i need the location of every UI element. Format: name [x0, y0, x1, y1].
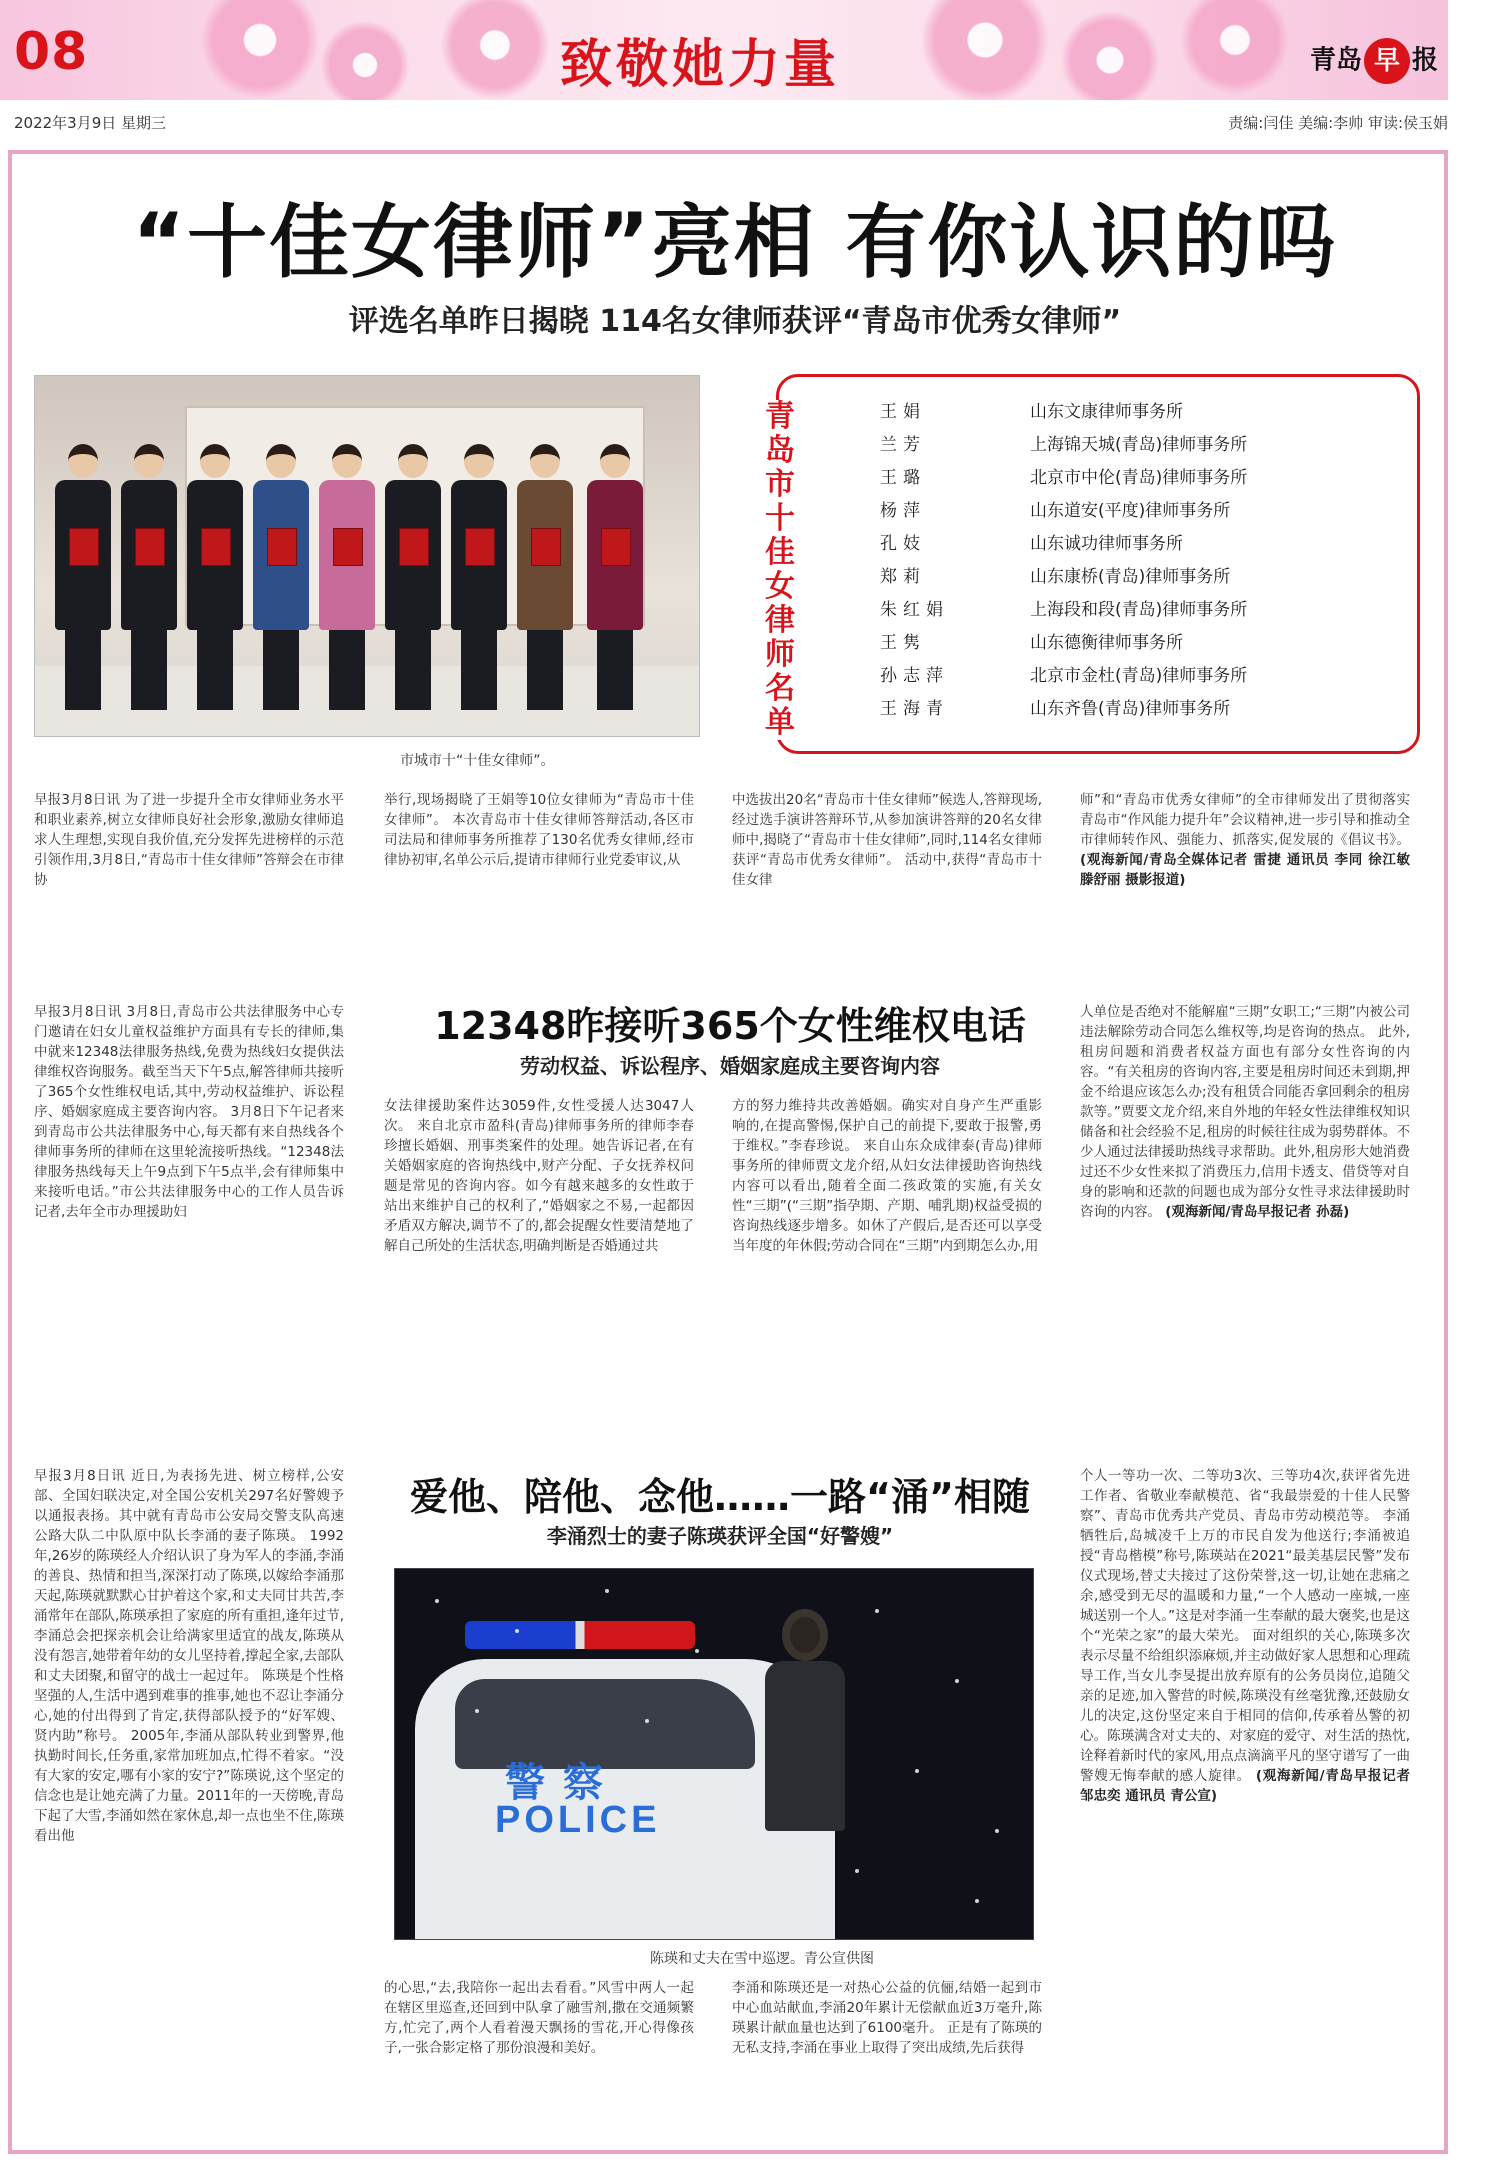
lawyer-name: 孙志萍 — [880, 666, 949, 686]
story3-column-4 — [1080, 1466, 1410, 2146]
lawyer-figure — [187, 444, 243, 714]
story2-subhead: 劳动权益、诉讼程序、婚姻家庭成主要咨询内容 — [520, 1054, 940, 1078]
story3-title: 爱他、陪他、念他……一路“涌”相随 — [410, 1475, 1030, 1519]
story3-subhead: 李涌烈士的妻子陈瑛获评全国“好警嫂” — [546, 1524, 894, 1548]
law-firm: 山东道安(平度)律师事务所 — [1030, 501, 1231, 521]
list-item — [880, 429, 1400, 462]
flower-decoration — [440, 0, 550, 100]
list-item — [880, 693, 1400, 726]
lawyer-name: 王隽 — [880, 633, 926, 653]
car-label-police: POLICE — [495, 1799, 661, 1841]
law-firm: 上海锦天城(青岛)律师事务所 — [1030, 435, 1248, 455]
story2-column-2: 女法律援助案件达3059件,女性受援人达3047人次。 来自北京市盈科(青岛)律师事务所的律师李春珍擅长婚姻、刑事类案件的处理。她告诉记者,在有关婚姻家庭的咨询热线中,财产分配、子女抚养权问题是常见的咨询内容。如今有越来越多的女性敢于站出来维护自己的权利了,“婚姻家之不易,一起都因矛盾双方解决,调节不了的,都会捉醒女性要清楚地了解自己所处的生活状态,明确判断是否婚通过共 — [384, 1098, 694, 1254]
flower-decoration — [920, 0, 1050, 100]
lawyer-figure — [121, 444, 177, 714]
lawyer-figure — [55, 444, 111, 714]
police-light-bar — [465, 1621, 695, 1649]
reporter-credit: (观海新闻/青岛早报记者 孙磊) — [1165, 1204, 1350, 1220]
story3-column-2: 的心思,“去,我陪你一起出去看看。”风雪中两人一起在辖区里巡查,还回到中队拿了融雪剂,撒在交通频繁方,忙完了,两个人看着漫天飘扬的雪花,开心得像孩子,一张合影定格了那份浪漫和美好。 — [384, 1980, 694, 2056]
main-story-column-4 — [1080, 790, 1410, 940]
story2-column-4 — [1080, 1002, 1410, 1402]
lawyer-figure — [319, 444, 375, 714]
newspaper-brand — [1310, 38, 1438, 84]
story3-column-1: 早报3月8日讯 近日,为表扬先进、树立榜样,公安部、全国妇联决定,对全国公安机关297名好警嫂予以通报表扬。其中就有青岛市公安局交警支队高速公路大队二中队原中队长李涌的妻子陈瑛。 1992年,26岁的陈瑛经人介绍认识了身为军人的李涌,李涌的善良、热情和担当,深深打动了陈瑛,以嫁给李涌那天起,陈瑛就默默心甘护着这个家,和丈夫同甘共苦,李涌常年在部队,陈瑛承担了家庭的所有重担,逢年过节,李涌总会把探亲机会让给满家里适宜的战友,陈瑛从没有怨言,她带着年幼的女儿坚持着,撑起全家,去部队和丈夫团聚,和留守的战士一起过年。 陈瑛是个性格坚强的人,生活中遇到难事的推事,她也不忍让李涌分心,她的付出得到了肯定,获得部队授予的“好军嫂、贤内助”称号。 2005年,李涌从部队转业到警界,他执勤时间长,任务重,家常加班加点,忙得不着家。“没有大家的安定,哪有小家的安宁?”陈瑛说,这个坚定的信念也是让她充满了力量。2011年的一天傍晚,青岛下起了大雪,李涌如然在家休息,却一点也坐不住,陈瑛看出他 — [34, 1468, 344, 1844]
law-firm: 山东齐鲁(青岛)律师事务所 — [1030, 699, 1231, 719]
lawyer-name: 郑莉 — [880, 567, 926, 587]
reporter-credit: (观海新闻/青岛早报记者 邹忠奕 通讯员 青公宣) — [1080, 1768, 1410, 1804]
list-item — [880, 627, 1400, 660]
column-text: 个人一等功一次、二等功3次、三等功4次,获评省先进工作者、省敬业奉献模范、省“我最崇爱的十佳人民警察”、青岛市优秀共产党员、青岛市劳动模范等。 李涌牺牲后,岛城凌千上万的市民自发为他送行;李涌被追授“青岛楷模”称号,陈瑛站在2021“最美基层民警”发布仪式现场,替丈夫接过了这份荣誉,这一切,让她在悲痛之余,感受到无尽的温暖和力量,“一个人感动一座城,一座城送别一个人。”这是对李涌一生奉献的最大褒奖,也是这个“光荣之家”的最大荣光。 面对组织的关心,陈瑛多次表示尽量不给组织添麻烦,并主动做好家人思想和心理疏导工作,当女儿李旻提出放弃原有的公务员岗位,追随父亲的足迹,加入警营的时候,陈瑛没有丝毫犹豫,还鼓励女儿的决定,这份坚定来自于相同的信仰,传承着丛警的初心。陈瑛满含对丈夫的、对家庭的爱守、对生活的热忱,诠释着新时代的家风,用点点滴滴平凡的坚守谱写了一曲警嫂无悔奉献的感人旋律。 — [1080, 1468, 1410, 1784]
photo-caption: 陈瑛和丈夫在雪中巡逻。青公宣供图 — [650, 1951, 874, 1967]
photo-caption: 市城市十“十佳女律师”。 — [400, 753, 555, 769]
lawyer-figure — [517, 444, 573, 714]
police-car-photo — [394, 1568, 1034, 1940]
law-firm: 山东诚功律师事务所 — [1030, 534, 1183, 554]
page-number: 08 — [14, 22, 89, 82]
section-title: 致敬她力量 — [560, 35, 841, 95]
column-text: 师”和“青岛市优秀女律师”的全市律师发出了贯彻落实青岛市“作风能力提升年”会议精神,进一步引导和推动全市律师转作风、强能力、抓落实,促发展的《倡议书》。 — [1080, 792, 1410, 848]
lawyer-name: 王娟 — [880, 402, 926, 422]
lawyer-name: 朱红娟 — [880, 600, 949, 620]
list-item — [880, 660, 1400, 693]
lawyer-figure — [451, 444, 507, 714]
brand-right: 报 — [1412, 45, 1439, 76]
lawyer-name: 杨萍 — [880, 501, 926, 521]
law-firm: 山东康桥(青岛)律师事务所 — [1030, 567, 1231, 587]
flower-decoration — [320, 20, 410, 100]
flower-decoration — [1060, 10, 1160, 100]
list-item — [880, 561, 1400, 594]
list-item — [880, 594, 1400, 627]
law-firm: 北京市中伦(青岛)律师事务所 — [1030, 468, 1248, 488]
lawyer-name: 王海青 — [880, 699, 949, 719]
story3-column-3: 李涌和陈瑛还是一对热心公益的伉俪,结婚一起到市中心血站献血,李涌20年累计无偿献血近3万毫升,陈瑛累计献血量也达到了6100毫升。 正是有了陈瑛的无私支持,李涌在事业上取得了突出成绩,先后获得 — [732, 1980, 1042, 2056]
masthead — [0, 0, 1448, 100]
reporter-credit: (观海新闻/青岛全媒体记者 雷捷 通讯员 李同 徐江敏 滕舒丽 摄影报道) — [1080, 852, 1410, 888]
car-label-jingcha: 警察 — [505, 1760, 621, 1806]
lawyer-name: 王璐 — [880, 468, 926, 488]
lawyer-name: 兰芳 — [880, 435, 926, 455]
law-firm: 山东德衡律师事务所 — [1030, 633, 1183, 653]
law-firm: 山东文康律师事务所 — [1030, 402, 1183, 422]
column-text: 人单位是否绝对不能解雇“三期”女职工;“三期”内被公司违法解除劳动合同怎么维权等,均是咨询的热点。 此外,租房问题和消费者权益方面也有部分女性咨询的内容。“有关租房的咨询内容,主要是租房时间还未到期,押金不给退应该怎么办;没有租赁合同能否拿回剩余的租房款等。”贾要文龙介绍,来自外地的年轻女性法律维权知识储备和社会经验不足,租房的时候往往成为弱势群体。不少人通过法律援助热线寻求帮助。此外,租房形大她消费过还不少女性来拟了消费压力,信用卡透支、借贷等对自身的影响和还款的问题也成为部分女性寻求法律援助时咨询的内容。 — [1080, 1004, 1410, 1220]
main-headline: “十佳女律师”亮相 有你认识的吗 — [132, 196, 1338, 289]
lawyer-figure — [587, 444, 643, 714]
lawyer-name: 孔妓 — [880, 534, 926, 554]
lawyer-figure — [385, 444, 441, 714]
winner-list — [880, 396, 1400, 726]
story2-title: 12348昨接听365个女性维权电话 — [434, 1004, 1026, 1048]
flower-decoration — [200, 0, 320, 100]
lawyers-group-photo — [34, 375, 700, 737]
main-story-column-1: 早报3月8日讯 为了进一步提升全市女律师业务水平和职业素养,树立女律师良好社会形象,激励女律师追求人生理想,实现自我价值,充分发挥先进榜样的示范引领作用,3月8日,“青岛市十佳女律师”答辩会在市律协 — [34, 792, 344, 888]
story2-column-3: 方的努力维持共改善婚姻。确实对自身产生严重影响的,在提高警惕,保护自己的前提下,要敢于报警,勇于维权。”李春珍说。 来自山东众成律泰(青岛)律师事务所的律师贾文龙介绍,从妇女法律援助咨询热线内容可以看出,随着全面二孩政策的实施,有关女性“三期”(“三期”指孕期、产期、哺乳期)权益受损的咨询热线逐步增多。如休了产假后,是否还可以享受当年度的年休假;劳动合同在“三期”内到期怎么办,用 — [732, 1098, 1042, 1254]
list-item — [880, 462, 1400, 495]
main-story-column-2: 举行,现场揭晓了王娟等10位女律师为“青岛市十佳女律师”。 本次青岛市十佳女律师答辩活动,各区市司法局和律师事务所推荐了130名优秀女律师,经市律协初审,名单公示后,提请市律师行业党委审议,从 — [384, 792, 694, 868]
main-story-column-3: 中选拔出20名“青岛市十佳女律师”候选人,答辩现场,经过选手演讲答辩环节,从参加演讲答辩的20名女律师中,揭晓了“青岛市十佳女律师”,同时,114名女律师获评“青岛市优秀女律师”。 活动中,获得“青岛市十佳女律 — [732, 792, 1042, 888]
woman-figure — [765, 1609, 845, 1829]
editor-credits: 责编:闫佳 美编:李帅 审读:侯玉娟 — [1228, 114, 1448, 132]
main-subhead: 评选名单昨日揭晓 114名女律师获评“青岛市优秀女律师” — [348, 304, 1122, 339]
lawyer-figure — [253, 444, 309, 714]
story2-column-1: 早报3月8日讯 3月8日,青岛市公共法律服务中心专门邀请在妇女儿童权益维护方面具有专长的律师,集中就来12348法律服务热线,免费为热线妇女提供法律维权咨询服务。截至当天下午5点,解答律师共接听了365个女性维权电话,其中,劳动权益维护、诉讼程序、婚姻家庭成主要咨询内容。 3月8日下午记者来到青岛市公共法律服务中心,每天都有来自热线各个律师事务所的律师在这里轮流接听热线。“12348法律服务热线每天上午9点到下午5点半,会有律师集中来接听电话。”市公共法律服务中心的工作人员告诉记者,去年全市办理援助妇 — [34, 1004, 344, 1220]
list-item — [880, 495, 1400, 528]
law-firm: 北京市金杜(青岛)律师事务所 — [1030, 666, 1248, 686]
law-firm: 上海段和段(青岛)律师事务所 — [1030, 600, 1248, 620]
list-item — [880, 528, 1400, 561]
brand-logo-mark: 早 — [1364, 38, 1410, 84]
brand-left: 青岛 — [1310, 45, 1363, 76]
list-item — [880, 396, 1400, 429]
winner-list-title: 青岛市十佳女律师名单 — [762, 400, 798, 740]
issue-date: 2022年3月9日 星期三 — [14, 114, 167, 132]
flower-decoration — [1180, 0, 1290, 95]
